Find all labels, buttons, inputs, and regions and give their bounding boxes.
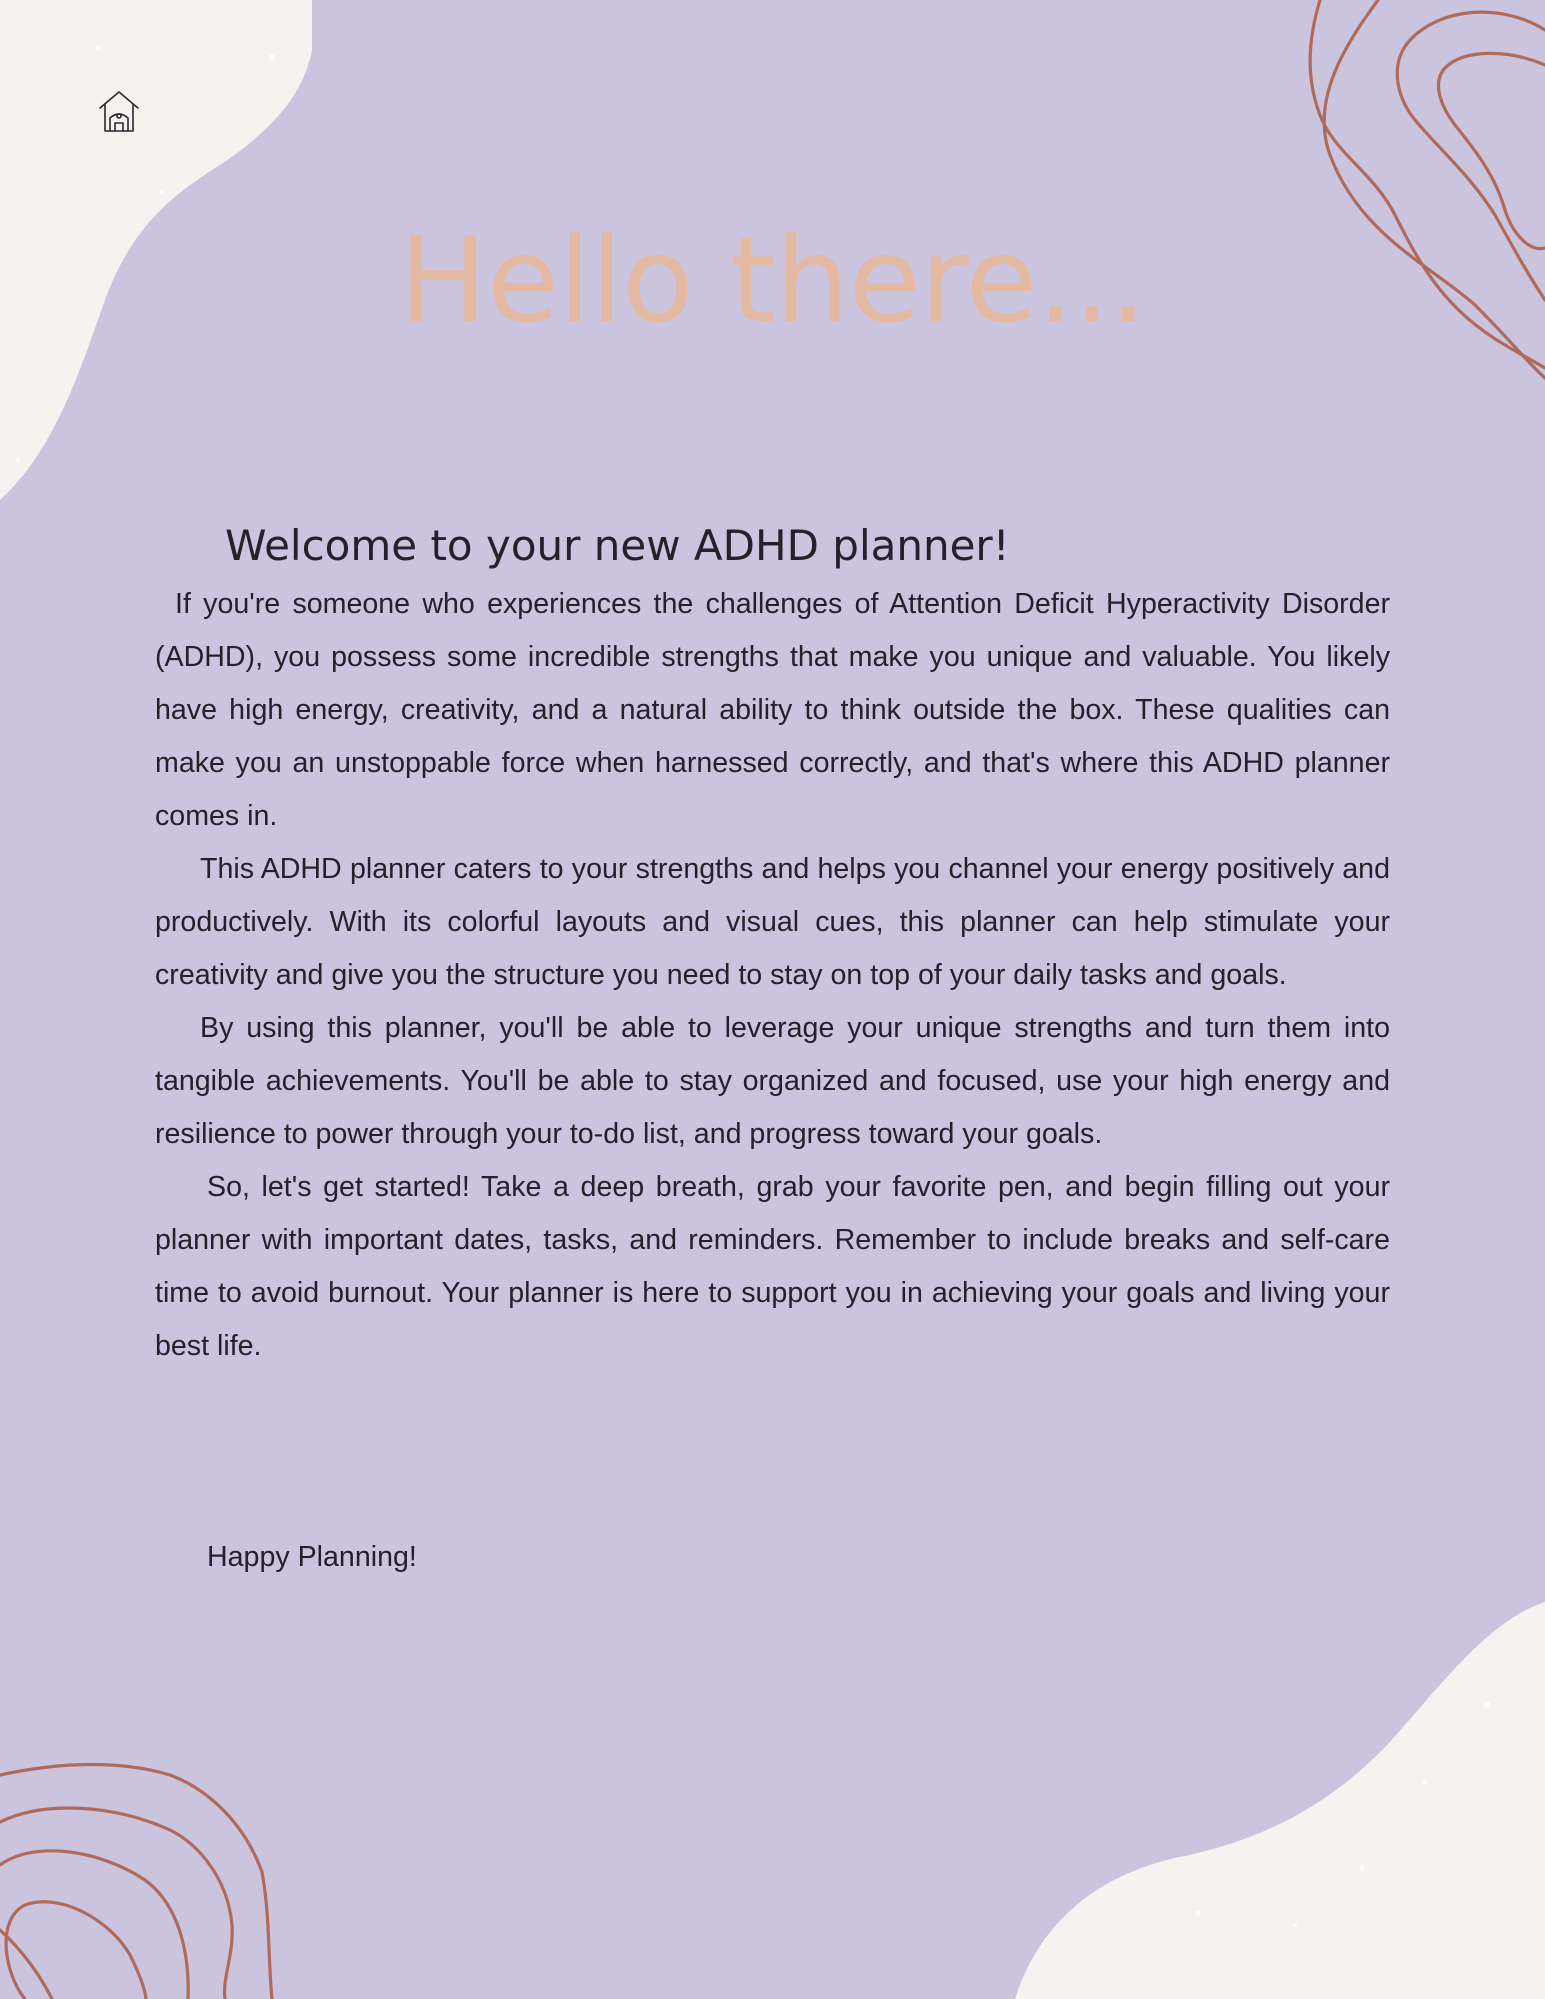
signoff-text: Happy Planning!: [207, 1541, 417, 1573]
welcome-heading: Welcome to your new ADHD planner!: [225, 521, 1010, 570]
intro-paragraph-3: By using this planner, you'll be able to leverage your unique strengths and turn them into tangible achievements. You'll be able to stay organized and focused, use your high energy and resilience to power through your to-do list, and progress toward your goals.: [155, 1012, 1390, 1150]
intro-paragraph-2: This ADHD planner caters to your strengths and helps you channel your energy positively and productively. With its colorful layouts and visual cues, this planner can help stimulate your creativity and give you the structure you need to stay on top of your daily tasks and goals.: [155, 853, 1390, 991]
page-title: Hello there...: [398, 211, 1147, 349]
intro-paragraph-1: If you're someone who experiences the challenges of Attention Deficit Hyperactivity Disorder (ADHD), you possess some incredible strengths that make you unique and valuable. You likely have high energy, creativity, and a natural ability to think outside the box. These qualities can make you an unstoppable force when harnessed correctly, and that's where this ADHD planner comes in.: [155, 588, 1390, 832]
intro-paragraph-4: So, let's get started! Take a deep breath, grab your favorite pen, and begin filling out your planner with important dates, tasks, and reminders. Remember to include breaks and self-care time to avoid burnout. Your planner is here to support you in achieving your goals and living your best life.: [155, 1171, 1390, 1362]
intro-body: [155, 578, 1390, 1373]
home-icon[interactable]: [96, 88, 142, 134]
